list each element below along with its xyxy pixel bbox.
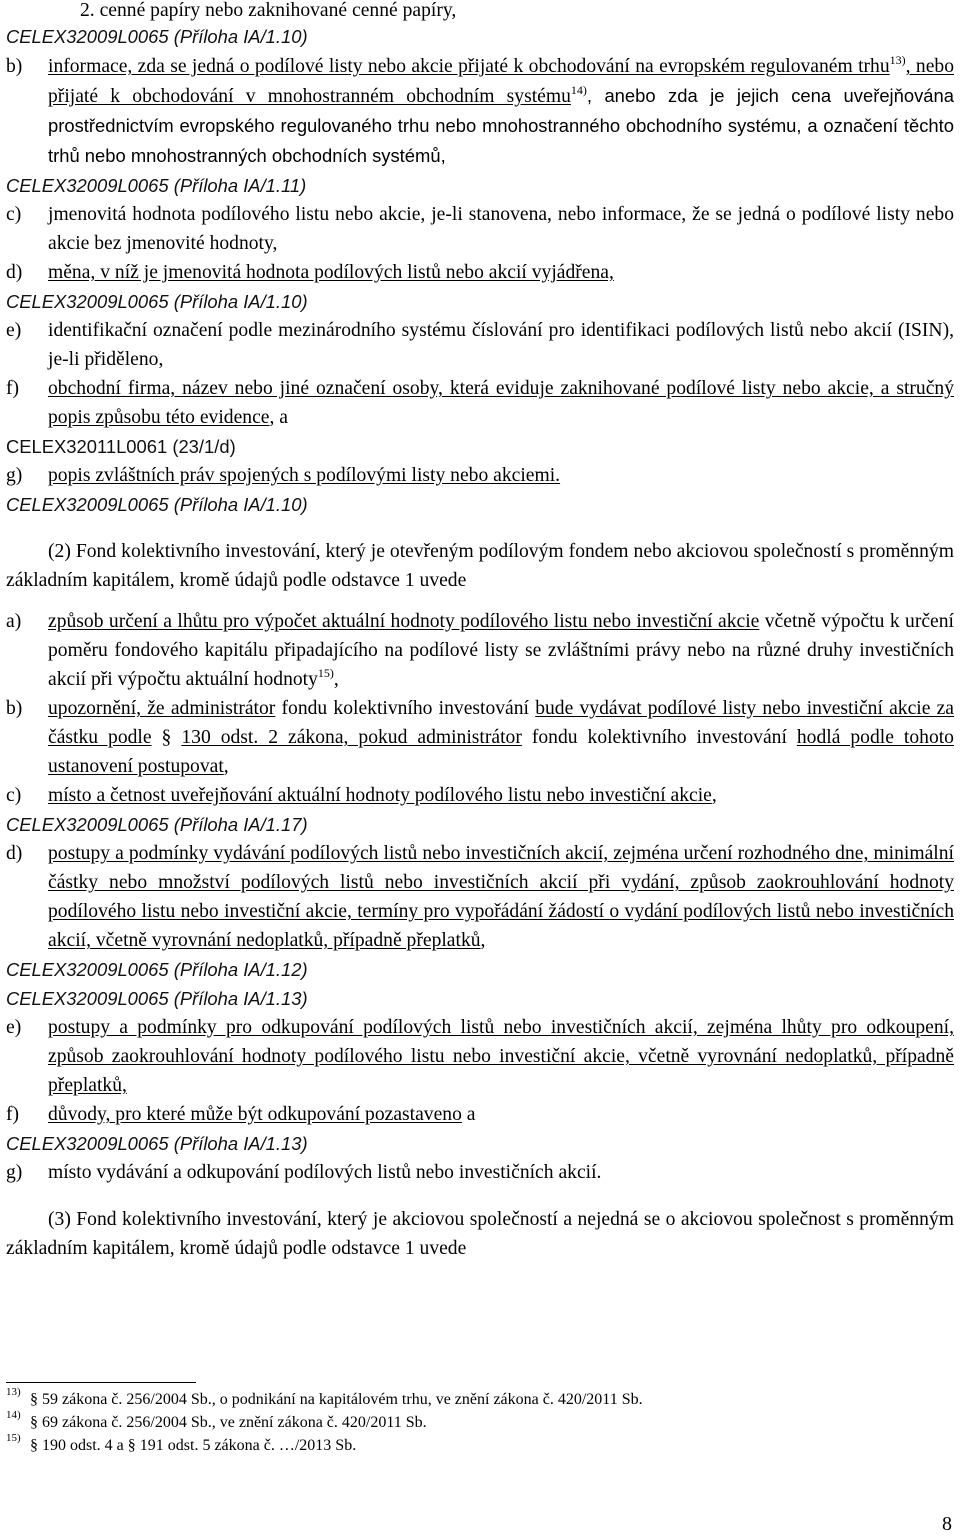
intro-line: 2. cenné papíry nebo zaknihované cenné papíry,: [80, 0, 457, 21]
paragraph-symbol: §: [30, 1437, 38, 1454]
footnote: 15) § 190 odst. 4 a § 191 odst. 5 zákona č. …/2013 Sb.: [6, 1432, 357, 1454]
list-item-f: [6, 374, 954, 432]
item-text: upozornění, že administrátor: [48, 698, 276, 719]
paragraph-2: (2) Fond kolektivního investování, který je otevřeným podílovým fondem nebo akciovou společností s proměnným základním kapitálem, kromě údajů podle odstavce 1 uvede: [6, 541, 954, 591]
list-item-c: [6, 200, 954, 258]
item-text: měna, v níž je jmenovitá hodnota podílových listů nebo akcií vyjádřena,: [48, 262, 614, 283]
item-label: e): [6, 320, 22, 341]
footnote-text: 59 zákona č. 256/2004 Sb., o podnikání na kapitálovém trhu, ve znění zákona č. 420/2011 Sb.: [38, 1391, 643, 1408]
celex-reference: CELEX32009L0065 (Příloha IA/1.10): [6, 291, 308, 312]
item-text: , nebo přijaté k obchodování v mnohostranném obchodním systému: [48, 56, 954, 107]
list-item-d: [6, 258, 954, 287]
list-item-2g: [6, 1158, 954, 1187]
item-label: g): [6, 1162, 23, 1183]
celex-reference: CELEX32009L0065 (Příloha IA/1.17): [6, 814, 308, 835]
list-item-2f: f) důvody, pro které může být odkupování pozastaveno a: [6, 1100, 954, 1129]
footnote-ref: 13): [889, 53, 906, 67]
celex-reference: CELEX32011L0061 (23/1/d): [6, 436, 236, 457]
list-item-2a: a) způsob určení a lhůtu pro výpočet aktuální hodnoty podílového listu nebo investiční akcie včetně výpočtu k určení poměru fondového kapitálu připadajícího na podílové listy se zvláštními právy nebo na různé druhy investičních akcií při výpočtu aktuální hodnoty$^{15)}$,: [6, 607, 954, 694]
list-item-2b: b) upozornění, že administrátor fondu kolektivního investování bude vydávat podílové listy nebo investiční akcie za částku podle § 130 odst. 2 zákona, pokud administrátor fondu kolektivního investování hodlá podle tohoto ustanovení postupovat,: [6, 694, 954, 781]
celex-reference: CELEX32009L0065 (Příloha IA/1.11): [6, 175, 307, 196]
paragraph-symbol: §: [30, 1414, 38, 1431]
celex-reference: CELEX32009L0065 (Příloha IA/1.13): [6, 988, 308, 1009]
item-label: b): [6, 698, 23, 719]
item-text: postupy a podmínky vydávání podílových listů nebo investičních akcií, zejména určení rozhodného dne, minimální částky nebo množství podílových listů nebo investičních akcií při vydání, způsob zaokrouhlování hodnoty podílového listu nebo investiční akcie, termíny pro vypořádání žádostí o vydání podílových listů nebo investičních akcií, včetně vyrovnání nedoplatků, případně přeplatků: [48, 843, 954, 951]
celex-reference: CELEX32009L0065 (Příloha IA/1.12): [6, 959, 308, 980]
item-text: hodlá podle tohoto ustanovení postupovat: [48, 727, 954, 777]
item-text: fondu kolektivního investování: [275, 698, 536, 719]
item-label: a): [6, 611, 22, 632]
item-text: informace, zda se jedná o podílové listy nebo akcie přijaté k obchodování na evropském regulovaném trhu: [48, 56, 890, 77]
page-number: 8: [942, 1513, 952, 1535]
footnotes: [6, 1388, 643, 1457]
item-label: d): [6, 843, 23, 864]
item-text: 130 odst. 2 zákona, pokud administrátor: [181, 727, 522, 748]
celex-reference: CELEX32009L0065 (Příloha IA/1.10): [6, 494, 308, 515]
paragraph-3: (3) Fond kolektivního investování, který je akciovou společností a nejedná se o akciovou společnost s proměnným základním kapitálem, kromě údajů podle odstavce 1 uvede: [6, 1209, 954, 1259]
item-text: způsob určení a lhůtu pro výpočet aktuální hodnoty podílového listu nebo investiční akcie: [48, 611, 760, 632]
footnote-text: 69 zákona č. 256/2004 Sb., ve znění zákona č. 420/2011 Sb.: [38, 1414, 427, 1431]
item-label: d): [6, 262, 23, 283]
item-text: fondu kolektivního investování: [521, 727, 797, 748]
item-label: b): [6, 56, 23, 77]
item-text: včetně výpočtu k určení poměru fondového kapitálu připadajícího na podílové listy se zvláštními právy nebo na různé druhy investičních akcií při výpočtu aktuální hodnoty: [48, 611, 954, 690]
item-text: místo vydávání a odkupování podílových listů nebo investičních akcií.: [48, 1162, 602, 1183]
celex-reference: CELEX32009L0065 (Příloha IA/1.10): [6, 26, 308, 47]
item-text: jmenovitá hodnota podílového listu nebo akcie, je-li stanovena, nebo informace, že se jedná o podílové listy nebo akcie bez jmenovité hodnoty,: [48, 204, 954, 254]
item-label: f): [6, 1104, 20, 1125]
list-item-2e: [6, 1013, 954, 1100]
text-body: [6, 0, 954, 1263]
footnote: 13) § 59 zákona č. 256/2004 Sb., o podnikání na kapitálovém trhu, ve znění zákona č. 420/2011 Sb.: [6, 1386, 643, 1408]
item-label: c): [6, 204, 22, 225]
item-label: f): [6, 378, 20, 399]
list-item-2d: d) postupy a podmínky vydávání podílových listů nebo investičních akcií, zejména určení rozhodného dne, minimální částky nebo množství podílových listů nebo investičních akcií při vydání, způsob zaokrouhlování hodnoty podílového listu nebo investiční akcie, termíny pro vypořádání žádostí o vydání podílových listů nebo investičních akcií, včetně vyrovnání nedoplatků, případně přeplatků,: [6, 839, 954, 955]
footnote-ref: 15): [317, 666, 334, 680]
footnote-text: 190 odst. 4 a § 191 odst. 5 zákona č. …/2013 Sb.: [38, 1437, 357, 1454]
item-text: , anebo zda je jejich cena uveřejňována prostřednictvím evropského regulovaného trhu nebo mnohostranného obchodního systému, a označení těchto trhů nebo mnohostranných obchodních systémů,: [48, 85, 954, 166]
item-text: popis zvláštních práv spojených s podílovými listy nebo akciemi.: [48, 465, 561, 486]
item-text: místo a četnost uveřejňování aktuální hodnoty podílového listu nebo investiční akcie: [48, 785, 712, 806]
footnote: 14) § 69 zákona č. 256/2004 Sb., ve znění zákona č. 420/2011 Sb.: [6, 1409, 427, 1431]
item-label: g): [6, 465, 23, 486]
list-item-b: [6, 52, 954, 171]
paragraph-symbol: §: [151, 727, 182, 748]
item-text: důvody, pro které může být odkupování pozastaveno: [48, 1104, 462, 1125]
list-item-g: [6, 461, 954, 490]
paragraph-symbol: §: [30, 1391, 38, 1408]
list-item-2c: c) místo a četnost uveřejňování aktuální hodnoty podílového listu nebo investiční akcie,: [6, 781, 954, 810]
list-item-e: [6, 316, 954, 374]
footnote-divider: [6, 1382, 196, 1383]
item-text: obchodní firma, název nebo jiné označení osoby, která eviduje zaknihované podílové listy nebo akcie, a stručný popis způsobu této evidence: [48, 378, 954, 428]
celex-reference: CELEX32009L0065 (Příloha IA/1.13): [6, 1133, 308, 1154]
item-text: , a: [269, 407, 288, 428]
item-text: postupy a podmínky pro odkupování podílových listů nebo investičních akcií, zejména lhůty pro odkoupení, způsob zaokrouhlování hodnoty podílového listu nebo investiční akcie, včetně vyrovnání nedoplatků, případně přeplatků,: [48, 1017, 954, 1096]
item-label: e): [6, 1017, 22, 1038]
footnote-ref: 14): [570, 83, 587, 97]
item-label: c): [6, 785, 22, 806]
item-text: bude vydávat podílové listy nebo investiční akcie za částku podle: [48, 698, 954, 748]
item-text: identifikační označení podle mezinárodního systému číslování pro identifikaci podílových listů nebo akcií (ISIN), je-li přiděleno,: [48, 320, 954, 370]
